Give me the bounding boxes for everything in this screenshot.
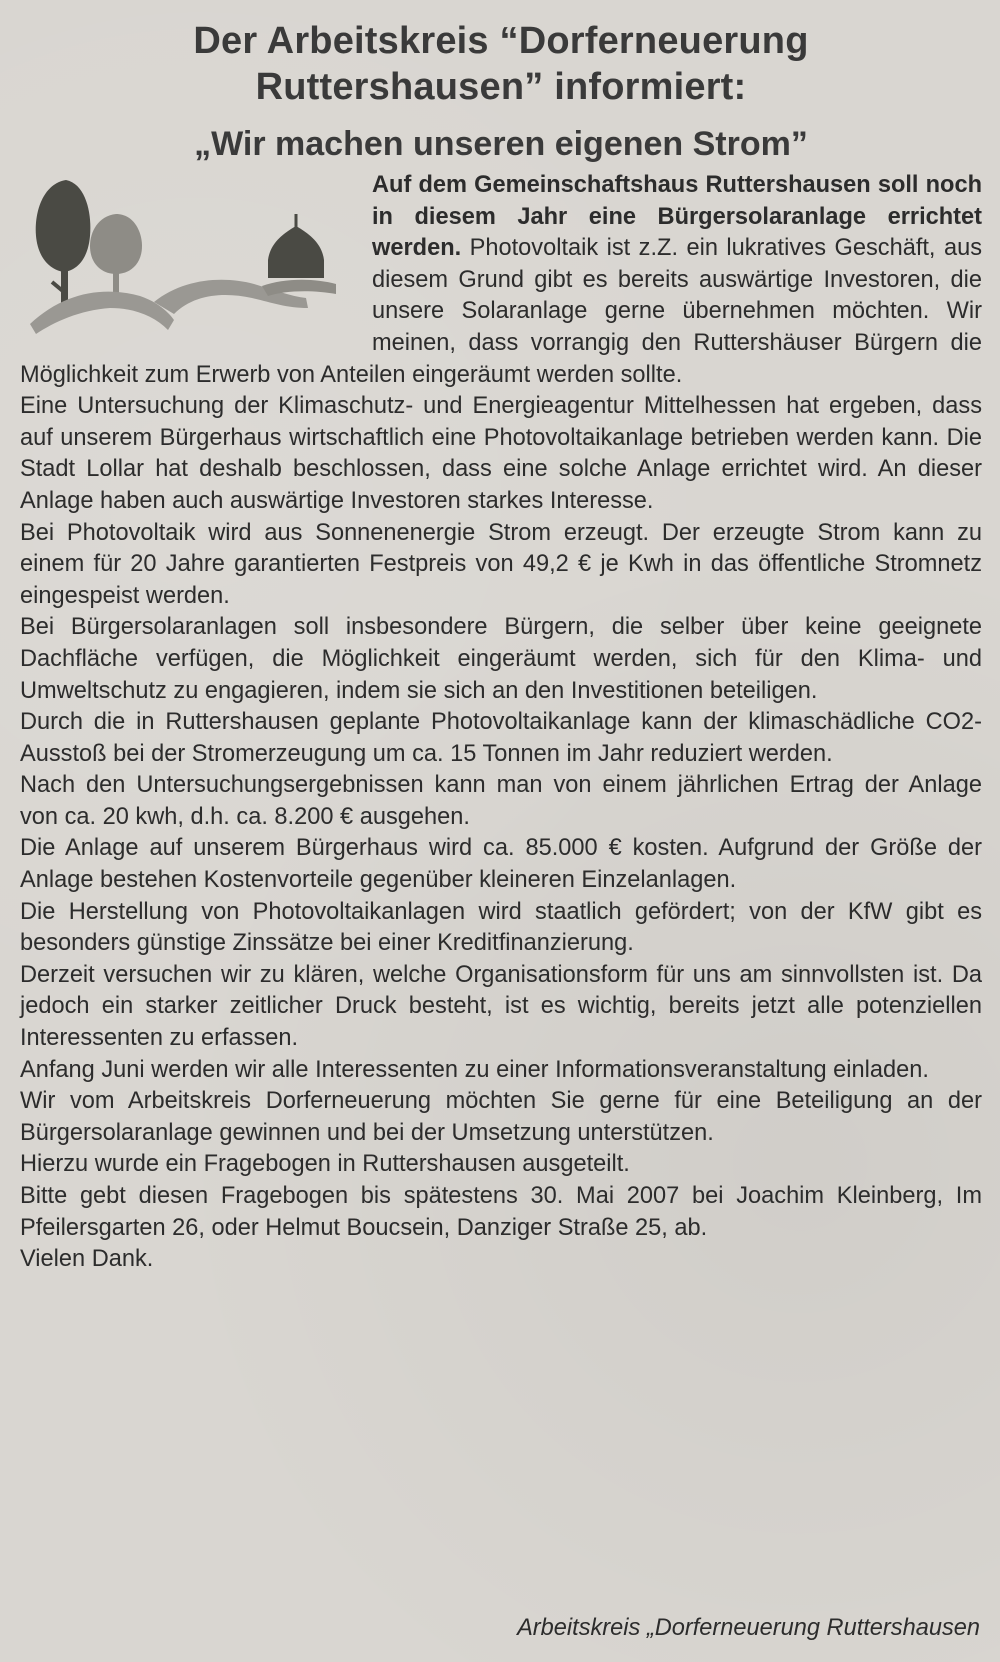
- article-body: [20, 170, 982, 1276]
- lead-text: Auf dem Gemeinschaftshaus Ruttershausen soll noch in diesem Jahr eine Bürgersolaranlage errichtet werden.: [372, 172, 982, 262]
- tree-dark-icon: [36, 180, 91, 306]
- paragraph: Anfang Juni werden wir alle Interessenten zu einer Informationsveranstaltung einladen.: [20, 1056, 929, 1083]
- tree-light-icon: [90, 214, 142, 302]
- headline-line-1: Der Arbeitskreis “Dorferneuerung: [193, 20, 809, 62]
- paragraph: Eine Untersuchung der Klimaschutz- und Energieagentur Mittelhessen hat ergeben, dass auf unserem Bürgerhaus wirtschaftlich eine Photovoltaikanlage betrieben werden kann. Die Stadt Lollar hat deshalb beschlossen, dass eine solche Anlage errichtet wird. An dieser Anlage haben auch auswärtige Investoren starkes Interesse.: [20, 393, 982, 514]
- paragraph: Nach den Untersuchungsergebnissen kann man von einem jährlichen Ertrag der Anlage von ca. 20 kwh, d.h. ca. 8.200 € ausgehen.: [20, 772, 982, 830]
- article-headline: [20, 18, 982, 110]
- article-subheadline: „Wir machen unseren eigenen Strom”: [194, 125, 808, 163]
- paragraph: Derzeit versuchen wir zu klären, welche Organisationsform für uns am sinnvollsten ist. Da jedoch ein starker zeitlicher Druck besteht, ist es wichtig, bereits jetzt alle potenziellen Interessenten zu erfassen.: [20, 961, 982, 1052]
- paragraph: Bei Photovoltaik wird aus Sonnenenergie Strom erzeugt. Der erzeugte Strom kann zu einem für 20 Jahre garantierten Festpreis von 49,2 € je Kwh in das öffentliche Stromnetz eingespeist werden.: [20, 519, 982, 609]
- paragraph: Die Anlage auf unserem Bürgerhaus wird ca. 85.000 € kosten. Aufgrund der Größe der Anlage bestehen Kostenvorteile gegenüber kleineren Einzelanlagen.: [20, 835, 982, 894]
- paragraph: Vielen Dank.: [20, 1246, 154, 1273]
- paragraph: Bei Bürgersolaranlagen soll insbesondere Bürgern, die selber über keine geeignete Dachfläche verfügen, die Möglichkeit eingeräumt werden, sich für den Klima- und Umweltschutz zu engagieren, indem sie sich an den Investitionen beteiligen.: [20, 614, 982, 704]
- paragraph: Wir vom Arbeitskreis Dorferneuerung möchten Sie gerne für eine Beteiligung an der Bürgersolaranlage gewinnen und bei der Umsetzung unterstützen.: [20, 1088, 982, 1146]
- paragraph: Hierzu wurde ein Fragebogen in Ruttershausen ausgeteilt.: [20, 1151, 630, 1178]
- paragraph: Bitte gebt diesen Fragebogen bis spätestens 30. Mai 2007 bei Joachim Kleinberg, Im Pfeilersgarten 26, oder Helmut Boucsein, Danziger Straße 25, ab.: [20, 1183, 982, 1241]
- headline-line-2: Ruttershausen” informiert:: [255, 66, 747, 108]
- paragraph: Durch die in Ruttershausen geplante Photovoltaikanlage kann der klimaschädliche CO2-Ausstoß bei der Stromerzeugung um ca. 15 Tonnen im Jahr reduziert werden.: [20, 709, 982, 767]
- village-trees-icon: [24, 174, 344, 344]
- lead-continuation: Photovoltaik ist z.Z. ein lukratives Geschäft, aus diesem Grund gibt es bereits auswärtige Investoren, die unsere Solaranlage gerne übernehmen möchten. Wir meinen, dass vorrangig den Ruttershäuser Bürgern die Möglichkeit zum Erwerb von Anteilen eingeräumt werden sollte.: [20, 235, 982, 388]
- hills-icon: [30, 280, 336, 334]
- church-dome-icon: [268, 214, 324, 278]
- paragraph: Die Herstellung von Photovoltaikanlagen wird staatlich gefördert; von der KfW gibt es besonders günstige Zinssätze bei einer Kreditfinanzierung.: [20, 898, 982, 957]
- article-signature: Arbeitskreis „Dorferneuerung Ruttershausen: [517, 1615, 980, 1641]
